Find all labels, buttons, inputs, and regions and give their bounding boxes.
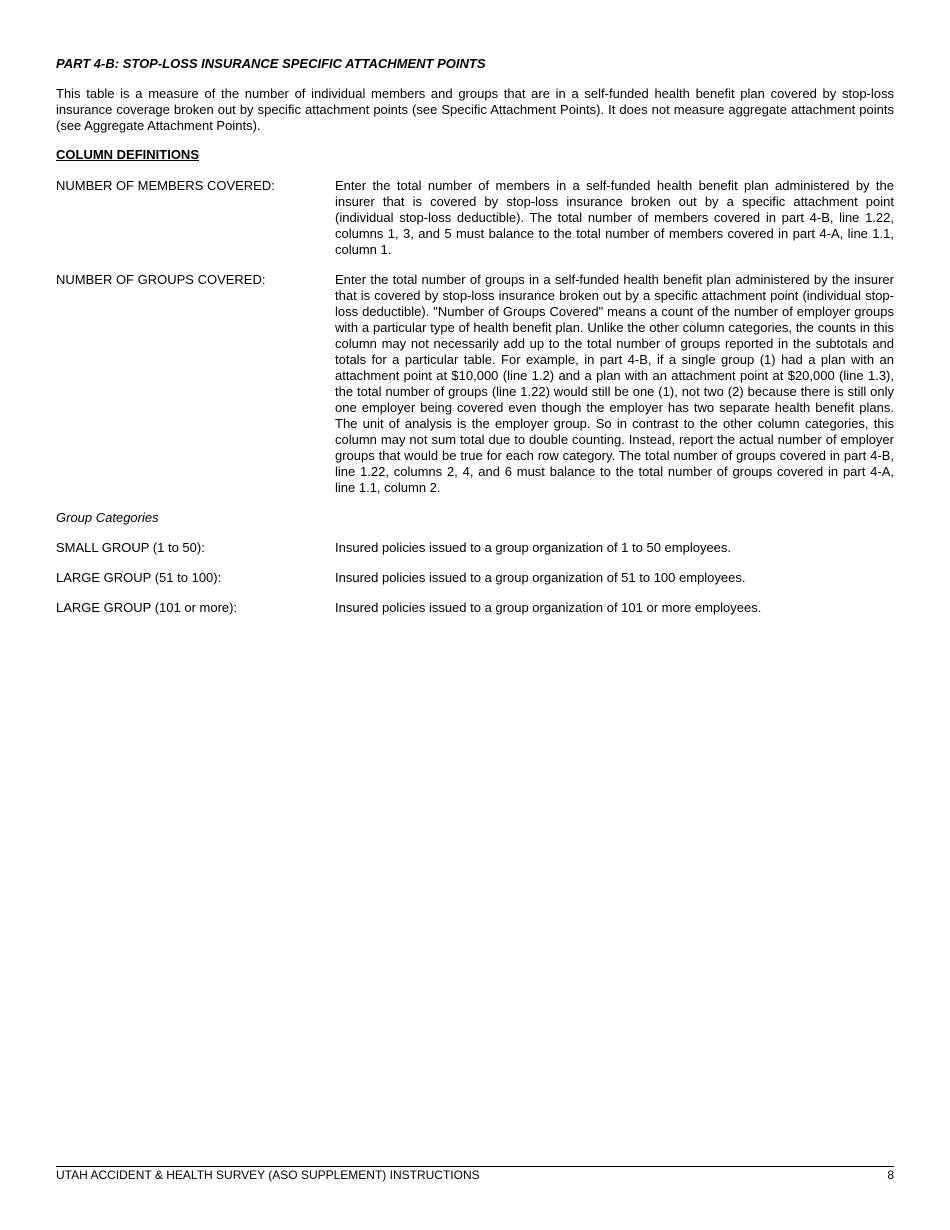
definition-text: Enter the total number of members in a self-funded health benefit plan administered by the insurer that is covered by stop-loss insurance broken out by a specific attachment point (individual stop-loss deductible). The total number of members covered in part 4-B, line 1.22, columns 1, 3, and 5 must balance to the total number of members covered in part 4-A, line 1.1, column 1. <box>335 178 894 257</box>
group-categories-heading: Group Categories <box>56 510 159 525</box>
definition-term: NUMBER OF MEMBERS COVERED: <box>56 178 275 193</box>
category-text: Insured policies issued to a group organization of 1 to 50 employees. <box>335 540 732 555</box>
definition-groups-covered <box>56 272 894 496</box>
definition-term: NUMBER OF GROUPS COVERED: <box>56 272 266 287</box>
category-large-group-51-100 <box>56 570 894 586</box>
intro-paragraph: This table is a measure of the number of individual members and groups that are in a self-funded health benefit plan covered by stop-loss insurance coverage broken out by specific attachment points (see Specific Attachment Points). It does not measure aggregate attachment points (see Aggregate Attachment Points). <box>56 86 894 133</box>
category-large-group-101-plus <box>56 600 894 616</box>
part-title: PART 4-B: STOP-LOSS INSURANCE SPECIFIC ATTACHMENT POINTS <box>56 56 486 71</box>
category-small-group <box>56 540 894 556</box>
category-text: Insured policies issued to a group organization of 51 to 100 employees. <box>335 570 746 585</box>
category-term: LARGE GROUP (101 or more): <box>56 600 238 615</box>
footer-title: UTAH ACCIDENT & HEALTH SURVEY (ASO SUPPLEMENT) INSTRUCTIONS <box>56 1168 480 1182</box>
category-text: Insured policies issued to a group organization of 101 or more employees. <box>335 600 762 615</box>
page-footer <box>56 1166 894 1182</box>
column-definitions-heading: COLUMN DEFINITIONS <box>56 147 199 162</box>
page-number: 8 <box>887 1168 894 1182</box>
definition-members-covered <box>56 178 894 258</box>
category-term: SMALL GROUP (1 to 50): <box>56 540 205 555</box>
category-term: LARGE GROUP (51 to 100): <box>56 570 222 585</box>
document-page <box>56 56 894 630</box>
definition-text: Enter the total number of groups in a self-funded health benefit plan administered by the insurer that is covered by stop-loss insurance broken out by a specific attachment point (individual stop-loss deductible). "Number of Groups Covered" means a count of the number of employer groups with a particular type of health benefit plan. Unlike the other column categories, the counts in this column may not necessarily add up to the total number of groups reported in the subtotals and totals for a particular table. For example, in part 4-B, if a single group (1) had a plan with an attachment point at $10,000 (line 1.2) and a plan with an attachment point at $20,000 (line 1.3), the total number of groups (line 1.22) would still be one (1), not two (2) because there is still only one employer being covered even though the employer has two separate health benefit plans. The unit of analysis is the employer group. So in contrast to the other column categories, this column may not sum total due to double counting. Instead, report the actual number of employer groups that would be true for each row category. The total number of groups covered in part 4-B, line 1.22, columns 2, 4, and 6 must balance to the total number of groups covered in part 4-A, line 1.1, column 2. <box>335 272 894 495</box>
